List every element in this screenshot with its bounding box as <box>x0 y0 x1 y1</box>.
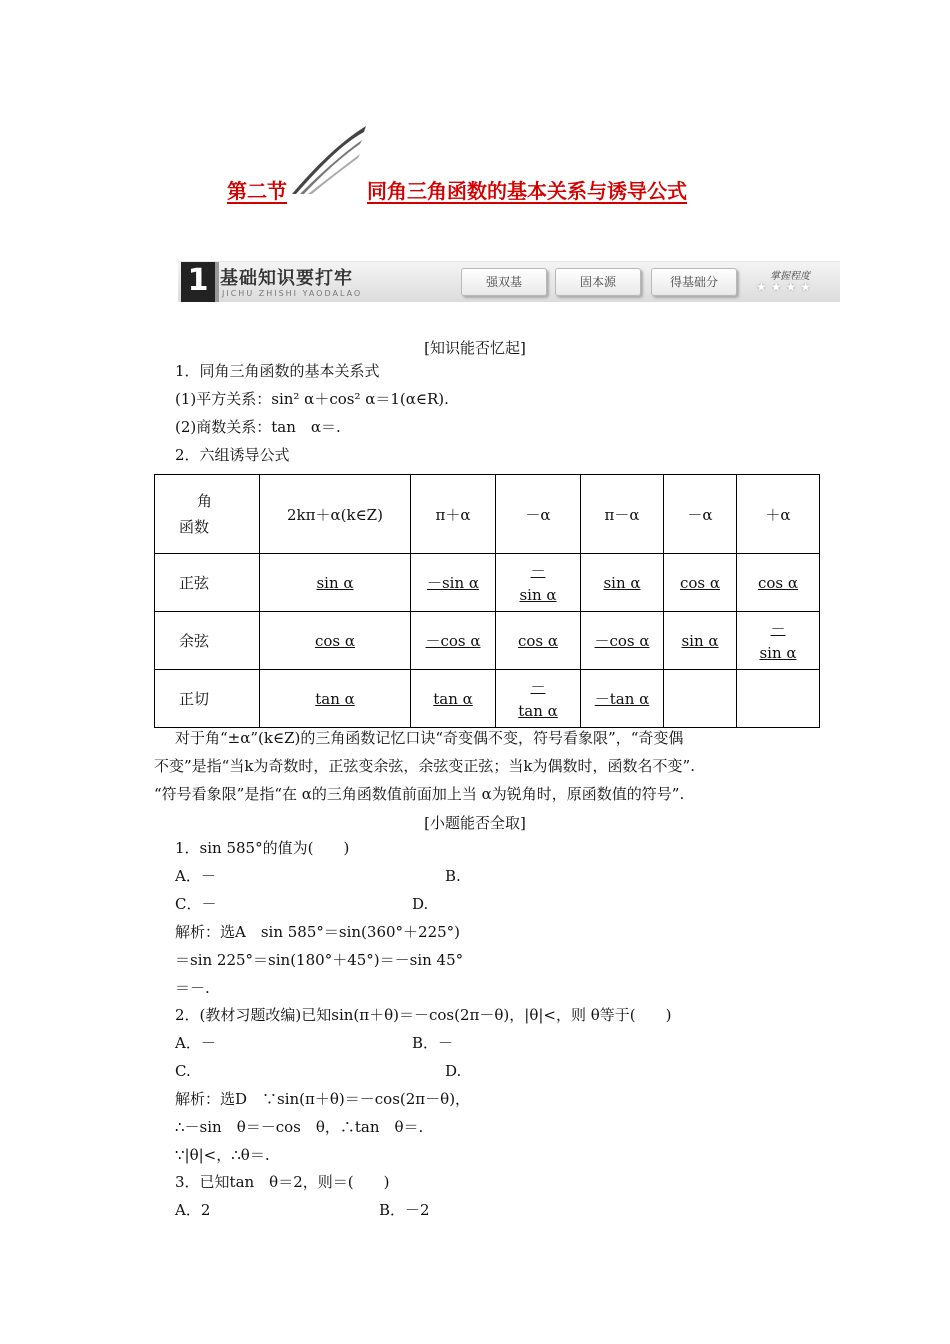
cell-value: tan α <box>315 689 355 708</box>
q2-text: 2．(教材习题改编)已知sin(π＋θ)＝－cos(2π－θ)，|θ|<，则 θ等于( ) <box>175 1006 672 1024</box>
row-label: 正弦 <box>155 554 260 612</box>
col-header: －α <box>664 475 737 554</box>
page-title: 同角三角函数的基本关系与诱导公式 <box>367 179 687 203</box>
q3-option-a: A．2 <box>175 1201 211 1219</box>
corner-top: 角 <box>197 492 213 510</box>
banner-button-dejichufen[interactable]: 得基础分 <box>651 268 737 296</box>
mnemonic-line-2: 不变”是指“当k为奇数时，正弦变余弦，余弦变正弦；当k为偶数时，函数名不变”. <box>154 757 695 775</box>
q2-option-a: A．－ <box>175 1034 216 1052</box>
cell-value: －cos α <box>594 632 650 650</box>
q2-option-b: B．－ <box>412 1034 454 1052</box>
q3-option-b: B．－2 <box>379 1201 430 1219</box>
q1-option-d: D. <box>412 895 429 913</box>
induction-formula-table <box>154 474 820 728</box>
cell-value: cos α <box>757 573 799 592</box>
table-cell <box>664 612 737 670</box>
mnemonic-line-3: “符号看象限”是指“在 α的三角函数值前面加上当 α为锐角时，原函数值的符号”. <box>154 785 685 803</box>
table-row <box>155 554 820 612</box>
banner-subtitle: JICHU ZHISHI YAODALAO <box>222 289 363 298</box>
section-number: 第二节 <box>227 179 287 203</box>
q2-option-c: C. <box>175 1062 191 1080</box>
table-cell <box>664 670 737 728</box>
item2-text: 2．六组诱导公式 <box>175 446 290 464</box>
q2-option-d: D. <box>445 1062 462 1080</box>
q1-option-b: B. <box>445 867 461 885</box>
cell-value: tan α <box>433 689 473 708</box>
q1-text: 1．sin 585°的值为( ) <box>175 839 350 857</box>
col-header: －α <box>496 475 581 554</box>
table-cell <box>411 670 496 728</box>
quiz-heading: [小题能否全取] <box>424 814 526 832</box>
q2-solution-1: 解析：选D ∵sin(π＋θ)＝－cos(2π－θ)， <box>175 1090 471 1108</box>
cell-value: － tan α <box>518 677 558 720</box>
q2-solution-3: ∵|θ|<，∴θ＝. <box>175 1146 270 1164</box>
item1b-text: (2)商数关系：tan α＝. <box>175 418 341 436</box>
section-banner <box>178 261 840 302</box>
banner-title: 基础知识要打牢 <box>220 268 353 289</box>
table-cell <box>496 670 581 728</box>
table-row <box>155 612 820 670</box>
table-cell <box>581 670 664 728</box>
mastery-indicator <box>756 262 836 302</box>
row-label: 正切 <box>155 670 260 728</box>
item1a-text: (1)平方关系：sin² α＋cos² α＝1(α∈R). <box>175 390 449 408</box>
mastery-stars-icon: ★★★★ <box>756 280 816 294</box>
table-cell <box>260 612 411 670</box>
cell-value: －tan α <box>594 690 650 708</box>
cell-value: cos α <box>314 631 356 650</box>
table-cell <box>260 554 411 612</box>
table-cell <box>411 612 496 670</box>
table-cell <box>496 554 581 612</box>
q1-option-a: A．－ <box>175 867 216 885</box>
q1-solution-2: ＝sin 225°＝sin(180°＋45°)＝－sin 45° <box>175 951 464 969</box>
q2-solution-2: ∴－sin θ＝－cos θ，∴tan θ＝. <box>175 1118 424 1136</box>
table-corner <box>155 475 260 554</box>
table-cell <box>496 612 581 670</box>
cell-value: sin α <box>681 631 719 650</box>
col-header: ＋α <box>737 475 820 554</box>
table-cell <box>411 554 496 612</box>
cell-value: sin α <box>603 573 641 592</box>
q1-option-c: C．－ <box>175 895 217 913</box>
knowledge-heading: [知识能否忆起] <box>424 339 526 357</box>
cell-value: sin α <box>316 573 354 592</box>
table-cell <box>581 612 664 670</box>
swoosh-decoration <box>290 122 370 197</box>
col-header: π－α <box>581 475 664 554</box>
table-cell <box>260 670 411 728</box>
table-cell <box>581 554 664 612</box>
item1-text: 1．同角三角函数的基本关系式 <box>175 362 380 380</box>
cell-value: － sin α <box>519 561 557 604</box>
banner-button-gubenyuan[interactable]: 固本源 <box>555 268 641 296</box>
table-cell <box>664 554 737 612</box>
table-row <box>155 670 820 728</box>
corner-bottom: 函数 <box>179 518 210 536</box>
cell-value: － sin α <box>759 619 797 662</box>
cell-value: cos α <box>679 573 721 592</box>
table-header-row <box>155 475 820 554</box>
banner-button-qiangshuangji[interactable]: 强双基 <box>461 268 547 296</box>
mnemonic-line-1: 对于角“±α”(k∈Z)的三角函数记忆口诀“奇变偶不变，符号看象限”，“奇变偶 <box>175 729 684 747</box>
row-label: 余弦 <box>155 612 260 670</box>
col-header: 2kπ＋α(k∈Z) <box>260 475 411 554</box>
col-header: π＋α <box>411 475 496 554</box>
q3-text: 3．已知tan θ＝2，则＝( ) <box>175 1173 390 1191</box>
cell-value: cos α <box>517 631 559 650</box>
q1-solution-3: ＝－. <box>175 979 210 997</box>
q1-solution-1: 解析：选A sin 585°＝sin(360°＋225°) <box>175 923 461 941</box>
banner-number: 1 <box>181 262 219 302</box>
table-cell <box>737 554 820 612</box>
cell-value: －cos α <box>425 632 481 650</box>
cell-value: －sin α <box>426 574 480 592</box>
table-cell <box>737 612 820 670</box>
table-cell <box>737 670 820 728</box>
mastery-label: 掌握程度 <box>770 271 810 282</box>
